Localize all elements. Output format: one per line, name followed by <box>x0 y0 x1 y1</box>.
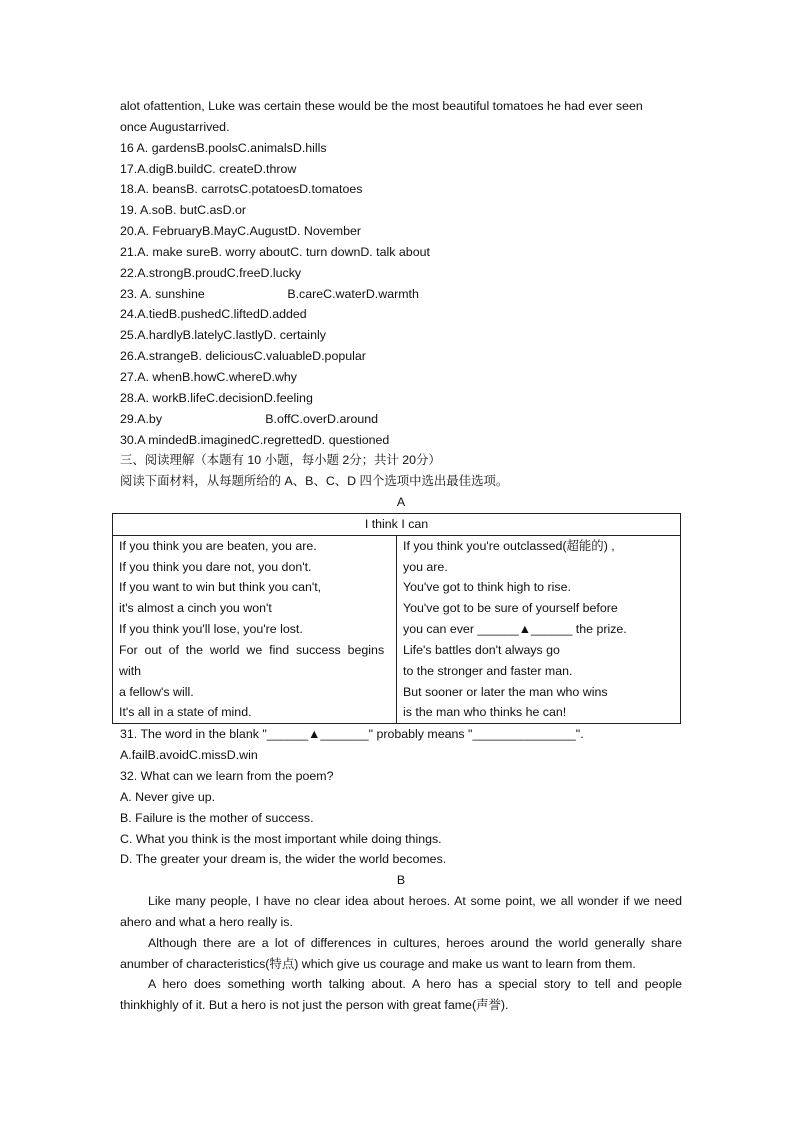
poem-line: If you think you'll lose, you're lost. <box>119 622 303 637</box>
option-line-18: 18.A. beansB. carrotsC.potatoesD.tomatoes <box>120 182 363 197</box>
poem-line-blank: you can ever ______▲______ the prize. <box>403 622 627 637</box>
passage-b-body <box>120 891 682 1016</box>
poem-right-column <box>397 535 681 724</box>
poem-line: For out of the world we find success begins <box>119 642 385 657</box>
option-line-30: 30.A mindedB.imaginedC.regrettedD. questioned <box>120 432 390 447</box>
poem-line: It's all in a state of mind. <box>119 705 252 720</box>
option-line-17: 17.A.digB.buildC. createD.throw <box>120 161 297 176</box>
passage-b-paragraph: Like many people, I have no clear idea about heroes. At some point, we all wonder if we need ahero and what a hero really is. <box>120 894 682 929</box>
poem-line: a fellow's will. <box>119 684 194 699</box>
poem-line: If you think you dare not, you don't. <box>119 559 312 574</box>
option-line-23: 23. A. sunshine B.careC.waterD.warmth <box>120 286 419 301</box>
option-line-27: 27.A. whenB.howC.whereD.why <box>120 369 297 384</box>
poem-line: with <box>119 663 142 678</box>
option-line-25: 25.A.hardlyB.latelyC.lastlyD. certainly <box>120 328 326 343</box>
question-32-option-c: C. What you think is the most important while doing things. <box>120 831 442 846</box>
question-32-option-d: D. The greater your dream is, the wider the world becomes. <box>120 852 447 867</box>
passage-b-paragraph: A hero does something worth talking about. A hero has a special story to tell and people thinkhighly of it. But a hero is not just the person with great fame(声誉). <box>120 977 682 1013</box>
question-31-options: A.failB.avoidC.missD.win <box>120 748 258 763</box>
question-32-option-b: B. Failure is the mother of success. <box>120 810 314 825</box>
section-heading: 三、阅读理解（本题有 10 小题，每小题 2分；共计 20分） <box>120 453 441 468</box>
poem-left-column <box>113 535 397 724</box>
option-line-24: 24.A.tiedB.pushedC.liftedD.added <box>120 307 307 322</box>
option-line-16: 16 A. gardensB.poolsC.animalsD.hills <box>120 140 327 155</box>
passage-a-label: A <box>396 495 406 510</box>
intro-line-1: alot ofattention, Luke was certain these would be the most beautiful tomatoes he had ever seen <box>120 99 643 113</box>
section-instruction: 阅读下面材料，从每题所给的 A、B、C、D 四个选项中选出最佳选项。 <box>120 474 509 489</box>
poem-line: is the man who thinks he can! <box>403 705 567 720</box>
passage-b-label: B <box>396 873 406 888</box>
question-31: 31. The word in the blank "______▲_______" probably means "_______________". <box>120 727 584 742</box>
poem-line: you are. <box>403 559 448 574</box>
option-line-21: 21.A. make sureB. worry aboutC. turn downD. talk about <box>120 244 430 259</box>
cloze-options-list <box>120 138 682 451</box>
poem-line: to the stronger and faster man. <box>403 663 573 678</box>
option-line-19: 19. A.soB. butC.asD.or <box>120 203 247 218</box>
poem-line: You've got to think high to rise. <box>403 580 571 595</box>
intro-line-2: once Augustarrived. <box>120 119 230 134</box>
question-32: 32. What can we learn from the poem? <box>120 769 334 783</box>
poem-line: it's almost a cinch you won't <box>119 601 272 616</box>
poem-title: I think I can <box>113 513 681 535</box>
poem-line: If you want to win but think you can't, <box>119 580 322 595</box>
poem-table <box>112 513 681 724</box>
poem-line: Life's battles don't always go <box>403 642 560 657</box>
option-line-28: 28.A. workB.lifeC.decisionD.feeling <box>120 390 313 405</box>
passage-a-questions <box>120 724 682 870</box>
question-32-option-a: A. Never give up. <box>120 789 216 804</box>
poem-line: You've got to be sure of yourself before <box>403 601 618 616</box>
option-line-29: 29.A.by B.offC.overD.around <box>120 411 379 426</box>
option-line-22: 22.A.strongB.proudC.freeD.lucky <box>120 265 302 280</box>
exam-page <box>120 96 682 1016</box>
passage-b-paragraph: Although there are a lot of differences in cultures, heroes around the world generally share anumber of characteristics(特点) which give us courage and make us want to learn from them. <box>120 935 682 971</box>
poem-line: If you think you're outclassed(超能的) , <box>403 538 615 553</box>
option-line-20: 20.A. FebruaryB.MayC.AugustD. November <box>120 224 362 239</box>
poem-line: If you think you are beaten, you are. <box>119 538 317 553</box>
option-line-26: 26.A.strangeB. deliciousC.valuableD.popular <box>120 349 366 364</box>
poem-line: But sooner or later the man who wins <box>403 684 608 699</box>
